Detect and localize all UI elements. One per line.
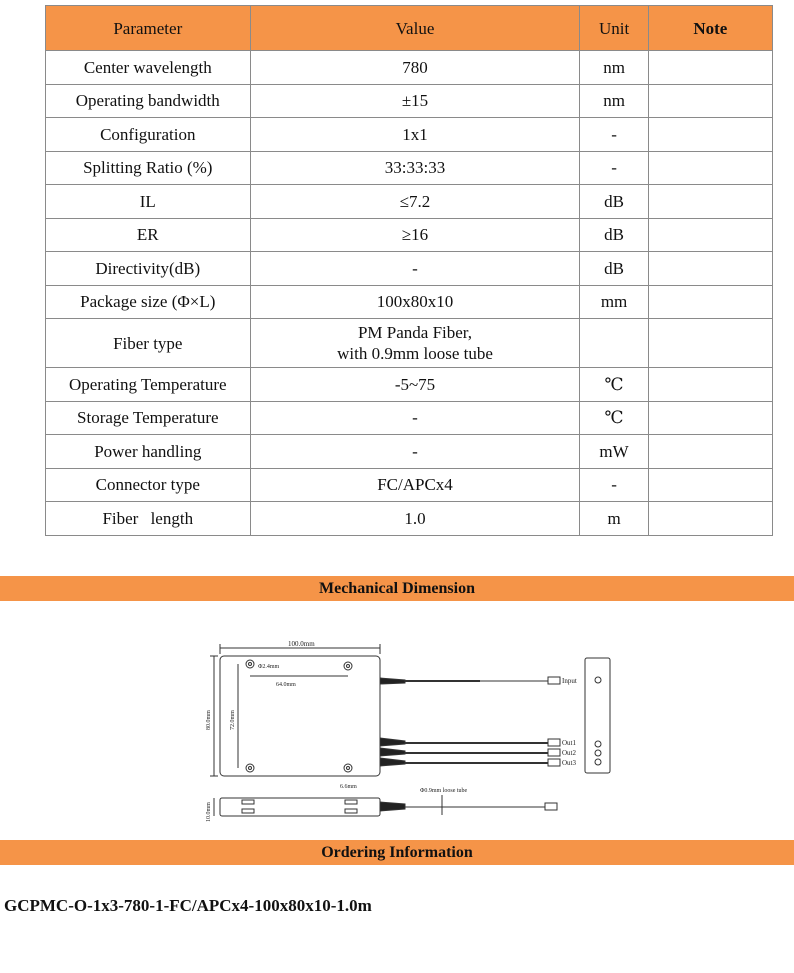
row-note	[648, 252, 772, 286]
row-value: -	[250, 401, 580, 435]
mechanical-dimension-heading: Mechanical Dimension	[0, 576, 794, 601]
fiber-boot	[380, 738, 405, 746]
row-note	[648, 185, 772, 219]
loose-tube-label: Φ0.9mm loose tube	[420, 788, 468, 794]
row-unit: -	[580, 118, 648, 152]
table-row	[46, 502, 773, 536]
table-row	[46, 252, 773, 286]
row-note	[648, 218, 772, 252]
row-unit: nm	[580, 84, 648, 118]
row-note	[648, 84, 772, 118]
row-note	[648, 51, 772, 85]
port-label-out2: Out2	[562, 749, 576, 757]
header-note: Note	[648, 6, 772, 51]
row-value: -	[250, 252, 580, 286]
mechanical-drawing	[190, 640, 630, 825]
row-value: 1.0	[250, 502, 580, 536]
row-note	[648, 502, 772, 536]
header-value: Value	[250, 6, 580, 51]
row-unit: dB	[580, 252, 648, 286]
dim-label-hole-spacing-y: 72.0mm	[230, 710, 236, 730]
table-row	[46, 285, 773, 319]
mounting-hole	[249, 767, 252, 770]
port-circle	[595, 741, 601, 747]
row-note	[648, 435, 772, 469]
dim-label-height: 80.0mm	[206, 710, 212, 730]
port-circle	[595, 677, 601, 683]
spec-header-row	[46, 6, 773, 51]
fiber-boot	[380, 678, 405, 684]
fiber-boot	[380, 758, 405, 766]
fiber-connector	[545, 803, 557, 810]
row-unit: ℃	[580, 401, 648, 435]
row-note	[648, 401, 772, 435]
row-parameter: Power handling	[46, 435, 251, 469]
dim-label-width: 100.0mm	[288, 640, 315, 648]
header-unit: Unit	[580, 6, 648, 51]
spec-table	[45, 5, 773, 536]
row-unit: -	[580, 468, 648, 502]
fiber-connector	[548, 749, 560, 756]
table-row	[46, 51, 773, 85]
row-value	[250, 319, 580, 368]
row-parameter: Directivity(dB)	[46, 252, 251, 286]
mounting-hole	[347, 767, 350, 770]
table-row	[46, 401, 773, 435]
row-value: -	[250, 435, 580, 469]
table-row	[46, 368, 773, 402]
row-parameter: Operating bandwidth	[46, 84, 251, 118]
row-note	[648, 319, 772, 368]
dim-label-hole: Φ2.4mm	[258, 664, 280, 670]
mounting-hole	[347, 665, 350, 668]
mounting-hole	[344, 764, 352, 772]
row-parameter: Fiber length	[46, 502, 251, 536]
ordering-code: GCPMC-O-1x3-780-1-FC/APCx4-100x80x10-1.0m	[4, 896, 372, 915]
fiber-boot	[380, 802, 405, 811]
table-row	[46, 319, 773, 368]
port-circle	[595, 750, 601, 756]
port-label-out1: Out1	[562, 739, 576, 747]
row-unit: ℃	[580, 368, 648, 402]
port-circle	[595, 759, 601, 765]
side-slot	[242, 800, 254, 804]
row-value: ≥16	[250, 218, 580, 252]
row-note	[648, 368, 772, 402]
fiber-boot	[380, 748, 405, 756]
row-value: 100x80x10	[250, 285, 580, 319]
row-parameter: Connector type	[46, 468, 251, 502]
mounting-hole	[344, 662, 352, 670]
row-unit: -	[580, 151, 648, 185]
row-unit: mm	[580, 285, 648, 319]
header-parameter: Parameter	[46, 6, 251, 51]
row-value: ±15	[250, 84, 580, 118]
row-note	[648, 285, 772, 319]
port-label-input: Input	[562, 677, 577, 685]
row-unit: m	[580, 502, 648, 536]
row-unit	[580, 319, 648, 368]
row-value: ≤7.2	[250, 185, 580, 219]
side-slot	[242, 809, 254, 813]
row-value: -5~75	[250, 368, 580, 402]
mounting-hole	[246, 764, 254, 772]
dim-label-hole-spacing: 64.0mm	[276, 682, 296, 688]
table-row	[46, 151, 773, 185]
port-label-out3: Out3	[562, 759, 576, 767]
row-note	[648, 468, 772, 502]
ordering-information-heading: Ordering Information	[0, 840, 794, 865]
table-row	[46, 468, 773, 502]
row-parameter: Package size (Φ×L)	[46, 285, 251, 319]
row-parameter: Configuration	[46, 118, 251, 152]
row-value: 780	[250, 51, 580, 85]
row-value: FC/APCx4	[250, 468, 580, 502]
row-unit: nm	[580, 51, 648, 85]
row-parameter: IL	[46, 185, 251, 219]
row-value: 33:33:33	[250, 151, 580, 185]
value-line: with 0.9mm loose tube	[337, 344, 493, 363]
row-unit: dB	[580, 218, 648, 252]
table-row	[46, 84, 773, 118]
row-parameter: Operating Temperature	[46, 368, 251, 402]
side-slot	[345, 800, 357, 804]
row-parameter: Center wavelength	[46, 51, 251, 85]
row-parameter: Storage Temperature	[46, 401, 251, 435]
row-parameter: ER	[46, 218, 251, 252]
row-note	[648, 151, 772, 185]
package-outline	[220, 656, 380, 776]
row-note	[648, 118, 772, 152]
table-row	[46, 185, 773, 219]
table-row	[46, 118, 773, 152]
fiber-connector	[548, 677, 560, 684]
row-unit: mW	[580, 435, 648, 469]
value-line: PM Panda Fiber,	[357, 323, 473, 342]
row-parameter: Splitting Ratio (%)	[46, 151, 251, 185]
row-unit: dB	[580, 185, 648, 219]
row-value: 1x1	[250, 118, 580, 152]
dim-label-offset: 6.6mm	[340, 784, 357, 790]
dim-label-thickness: 10.0mm	[206, 802, 212, 822]
table-row	[46, 218, 773, 252]
fiber-connector	[548, 739, 560, 746]
mounting-hole	[249, 663, 252, 666]
mounting-hole	[246, 660, 254, 668]
table-row	[46, 435, 773, 469]
fiber-connector	[548, 759, 560, 766]
row-parameter: Fiber type	[46, 319, 251, 368]
side-slot	[345, 809, 357, 813]
